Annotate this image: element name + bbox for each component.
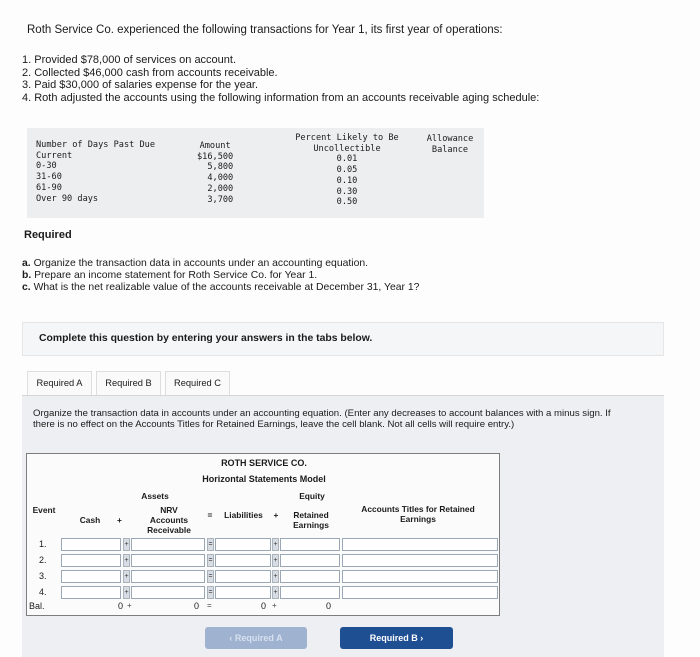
- plus-sign: +: [123, 538, 130, 551]
- nrv-input[interactable]: [131, 570, 205, 583]
- plus-sign: +: [272, 538, 279, 551]
- account-title-input[interactable]: [342, 570, 498, 583]
- transaction-item: 1. Provided $78,000 of services on account.: [22, 54, 237, 66]
- plus-sign: +: [123, 570, 130, 583]
- nrv-header-line: Accounts: [149, 515, 189, 525]
- next-button-label: Required B: [369, 633, 418, 643]
- chevron-left-icon: ‹: [229, 633, 233, 643]
- aging-amount-column: [197, 141, 233, 205]
- plus-sign: +: [127, 601, 132, 610]
- required-item: [22, 258, 419, 270]
- nrv-header-line: Receivable: [147, 525, 191, 535]
- nrv-input[interactable]: [131, 586, 205, 599]
- aging-header-percent: Percent Likely to Be: [295, 133, 399, 143]
- aging-days-cell: Over 90 days: [36, 193, 99, 204]
- balance-retained-earnings: 0: [325, 601, 331, 611]
- plus-sign: +: [273, 510, 279, 520]
- transaction-list: [22, 54, 539, 104]
- retained-earnings-input[interactable]: [280, 554, 340, 567]
- aging-allowance-column: [420, 134, 480, 155]
- account-title-input[interactable]: [342, 538, 498, 551]
- equity-header: Equity: [299, 491, 325, 501]
- required-text: What is the net realizable value of the accounts receivable at December 31, Year 1?: [33, 282, 420, 293]
- liabilities-input[interactable]: [215, 554, 271, 567]
- retained-earnings-input[interactable]: [280, 538, 340, 551]
- required-letter: a.: [22, 258, 31, 269]
- complete-banner: Complete this question by entering your answers in the tabs below.: [22, 322, 664, 356]
- aging-percent-cell: 0.05: [336, 165, 358, 176]
- plus-sign: +: [123, 586, 130, 599]
- account-title-input[interactable]: [342, 586, 498, 599]
- equals-sign: =: [207, 554, 214, 567]
- account-titles-header: [343, 504, 493, 524]
- nrv-input[interactable]: [131, 538, 205, 551]
- required-item: [22, 282, 419, 294]
- transaction-item: 3. Paid $30,000 of salaries expense for the year.: [22, 79, 259, 92]
- liabilities-input[interactable]: [215, 586, 271, 599]
- cash-input[interactable]: [61, 554, 121, 567]
- aging-header-amount: Amount: [199, 141, 231, 151]
- aging-header-days: Number of Days Past Due: [36, 140, 155, 150]
- cash-input[interactable]: [61, 538, 121, 551]
- next-required-button[interactable]: [340, 627, 453, 649]
- plus-sign: +: [272, 586, 279, 599]
- aging-percent-cell: 0.10: [336, 175, 358, 186]
- titles-header-line: Accounts Titles for Retained: [361, 504, 475, 514]
- transaction-item: 2. Collected $46,000 cash from accounts receivable.: [22, 66, 278, 79]
- aging-percent-column: [277, 133, 417, 208]
- account-title-input[interactable]: [342, 554, 498, 567]
- aging-header-allowance: Balance: [431, 144, 469, 155]
- nrv-input[interactable]: [131, 554, 205, 567]
- required-text: Prepare an income statement for Roth Service Co. for Year 1.: [34, 270, 318, 281]
- liabilities-header: Liabilities: [224, 510, 263, 520]
- retained-earnings-input[interactable]: [280, 586, 340, 599]
- prev-button-label: Required A: [234, 633, 283, 643]
- event-label: 4.: [39, 587, 47, 597]
- balance-nrv: 0: [193, 601, 199, 611]
- equals-sign: =: [207, 510, 213, 520]
- plus-sign: +: [272, 570, 279, 583]
- aging-amount-cell: 4,000: [207, 173, 234, 184]
- aging-percent-cell: 0.01: [336, 154, 358, 165]
- chevron-right-icon: ›: [420, 633, 424, 643]
- aging-header-allowance: Allowance: [426, 134, 474, 144]
- aging-amount-cell: 5,800: [207, 162, 234, 173]
- required-item: [22, 270, 419, 282]
- event-label: 3.: [39, 571, 47, 581]
- retained-earnings-input[interactable]: [280, 570, 340, 583]
- re-header-line: Earnings: [293, 520, 329, 530]
- event-label: 2.: [39, 555, 47, 565]
- cash-header: Cash: [79, 515, 101, 525]
- retained-earnings-header: [281, 510, 341, 530]
- required-heading: Required: [24, 229, 72, 241]
- aging-days-cell: Current: [36, 150, 73, 161]
- problem-intro: Roth Service Co. experienced the following transactions for Year 1, its first year of operations:: [27, 24, 503, 36]
- nrv-header-line: NRV: [160, 505, 178, 515]
- tab-required-b[interactable]: Required B: [96, 371, 161, 395]
- equals-sign: =: [207, 586, 214, 599]
- equals-sign: =: [207, 601, 212, 610]
- tab-required-a[interactable]: Required A: [27, 371, 92, 395]
- assets-header: Assets: [141, 491, 169, 501]
- aging-amount-cell: 2,000: [207, 183, 234, 194]
- equals-sign: =: [207, 570, 214, 583]
- aging-percent-cell: 0.30: [336, 186, 358, 197]
- company-name: ROTH SERVICE CO.: [221, 458, 307, 468]
- required-letter: c.: [22, 282, 31, 293]
- plus-sign: +: [272, 601, 277, 610]
- plus-sign: +: [272, 554, 279, 567]
- plus-sign: +: [123, 554, 130, 567]
- equals-sign: =: [207, 538, 214, 551]
- prev-required-button[interactable]: [205, 627, 307, 649]
- horizontal-model-table: [26, 453, 500, 616]
- liabilities-input[interactable]: [215, 570, 271, 583]
- aging-days-cell: 61-90: [36, 182, 62, 193]
- plus-sign: +: [117, 515, 122, 525]
- required-letter: b.: [22, 270, 32, 281]
- aging-days-cell: 0-30: [36, 161, 57, 172]
- model-title: Horizontal Statements Model: [202, 474, 326, 484]
- balance-cash: 0: [117, 601, 123, 611]
- aging-days-cell: 31-60: [36, 172, 62, 183]
- required-text: Organize the transaction data in accounts under an accounting equation.: [33, 258, 369, 269]
- aging-days-column: [36, 140, 155, 204]
- aging-schedule: [27, 128, 484, 218]
- aging-header-percent: Uncollectible: [313, 143, 381, 154]
- event-header: Event: [32, 505, 56, 515]
- tab-required-c[interactable]: Required C: [165, 371, 230, 395]
- aging-amount-cell: 3,700: [207, 194, 234, 205]
- aging-amount-cell: $16,500: [197, 151, 234, 162]
- balance-label: Bal.: [29, 601, 45, 611]
- aging-percent-cell: 0.50: [336, 197, 358, 208]
- titles-header-line: Earnings: [400, 514, 436, 524]
- balance-liabilities: 0: [260, 601, 266, 611]
- nrv-header: [133, 505, 205, 535]
- transaction-item: 4. Roth adjusted the accounts using the following information from an accounts receivable aging schedule:: [22, 91, 540, 104]
- event-label: 1.: [39, 539, 47, 549]
- instructions: Organize the transaction data in accounts under an accounting equation. (Enter any decreases to account balances with a minus sign. If there is no effect on the Accounts Titles for Retained Earnings, leave the cell blank. Not all cells will require entry.): [33, 408, 611, 430]
- liabilities-input[interactable]: [215, 538, 271, 551]
- cash-input[interactable]: [61, 586, 121, 599]
- cash-input[interactable]: [61, 570, 121, 583]
- re-header-line: Retained: [293, 510, 329, 520]
- required-list: [22, 258, 419, 294]
